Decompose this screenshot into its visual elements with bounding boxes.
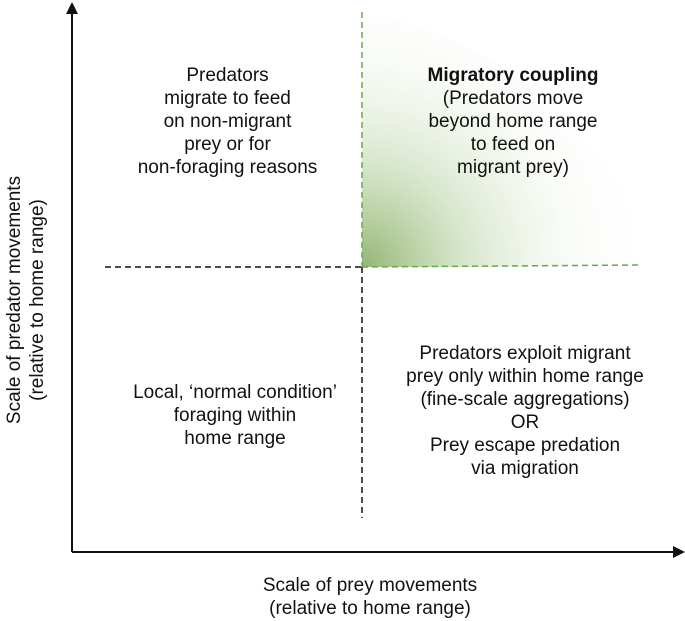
quadrant-line: Predators [186,65,269,86]
y-axis-label-line: (relative to home range) [27,199,48,401]
y-axis-label [3,110,49,490]
quadrant-line: Predators exploit migrant [419,343,631,364]
quadrant-line: Prey escape predation [429,435,621,456]
quadrant-line: non-foraging reasons [137,157,318,178]
y-axis-arrowhead [66,2,78,14]
quadrant-line: prey only within home range [406,366,644,387]
quadrant-bottom-left-text [95,381,375,450]
quadrant-line: on non-migrant [163,111,292,132]
quadrant-line: migrant prey) [457,157,569,178]
quadrant-line: (fine-scale aggregations) [420,389,630,410]
quadrant-line: Local, ‘normal condition’ [133,382,337,403]
migratory-coupling-title: Migratory coupling [427,65,599,86]
quadrant-top-right-text [368,64,658,179]
quadrant-line: (Predators move [442,88,584,109]
quadrant-line: foraging within [173,405,297,426]
x-axis-arrowhead [673,546,685,558]
quadrant-line: OR [510,412,540,433]
y-axis-label-line: Scale of predator movements [4,175,25,425]
quadrant-line: via migration [471,458,579,479]
quadrant-bottom-right-text [370,342,680,480]
quadrant-line: beyond home range [428,111,598,132]
x-axis-label-line: (relative to home range) [269,598,471,619]
quadrant-top-left-text [110,64,345,179]
quadrant-line: migrate to feed [164,88,291,109]
x-axis-label [180,574,560,620]
quadrant-line: to feed on [470,134,556,155]
quadrant-line: home range [184,428,286,449]
quadrant-line: prey or for [184,134,271,155]
x-axis-label-line: Scale of prey movements [262,575,478,596]
